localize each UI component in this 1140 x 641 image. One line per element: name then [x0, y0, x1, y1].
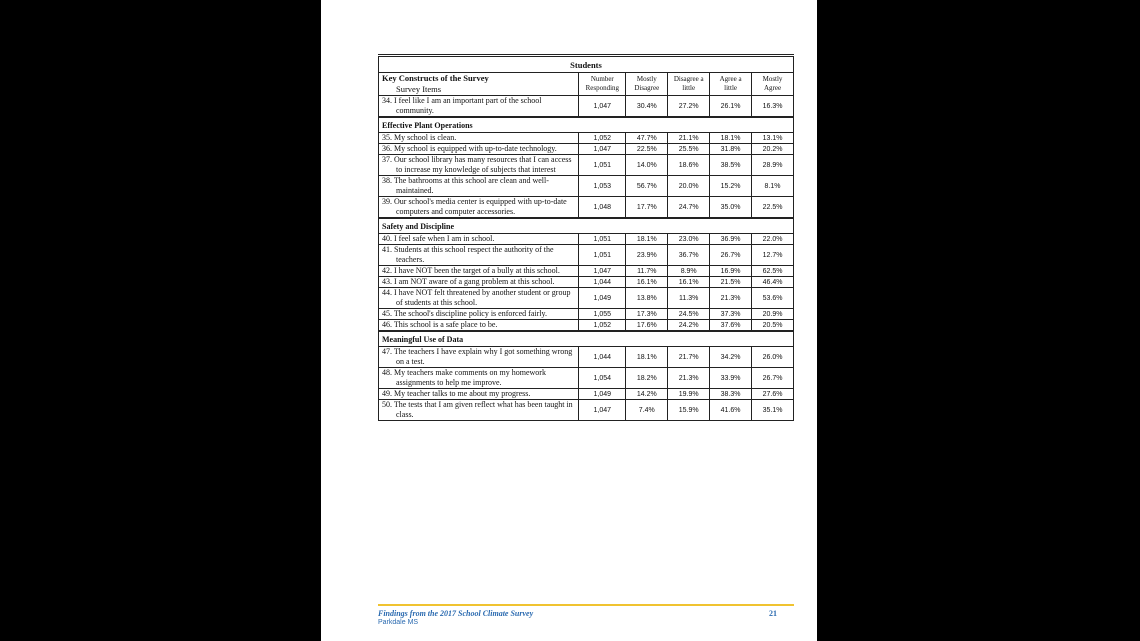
mostly-disagree-cell: 56.7%: [626, 176, 668, 197]
section-row: [379, 218, 794, 234]
table-row: [379, 176, 794, 197]
survey-item-cell: [379, 144, 579, 155]
table-row: [379, 309, 794, 320]
survey-item-text: 35. My school is clean.: [382, 133, 457, 142]
survey-item-cell: [379, 155, 579, 176]
mostly-disagree-cell: 14.2%: [626, 389, 668, 400]
table-row: [379, 144, 794, 155]
survey-item-cell: [379, 368, 579, 389]
mostly-disagree-cell: 13.8%: [626, 288, 668, 309]
survey-item-text: 38. The bathrooms at this school are clean and well-maintained.: [382, 176, 549, 195]
disagree-a-little-cell: 21.7%: [668, 347, 710, 368]
survey-item-cell: [379, 277, 579, 288]
table-row: [379, 288, 794, 309]
mostly-disagree-cell: 18.1%: [626, 234, 668, 245]
table-row: [379, 245, 794, 266]
survey-item-cell: [379, 400, 579, 421]
disagree-a-little-cell: 18.6%: [668, 155, 710, 176]
survey-item-text: 41. Students at this school respect the authority of the teachers.: [382, 245, 554, 264]
disagree-a-little-cell: 24.2%: [668, 320, 710, 332]
table-row: [379, 234, 794, 245]
agree-a-little-cell: 37.3%: [710, 309, 752, 320]
survey-item-cell: [379, 320, 579, 332]
survey-item-text: 45. The school's discipline policy is enforced fairly.: [382, 309, 547, 318]
section-row: [379, 117, 794, 133]
section-title: Effective Plant Operations: [379, 117, 794, 133]
number-responding-cell: 1,051: [579, 234, 626, 245]
mostly-disagree-cell: 23.9%: [626, 245, 668, 266]
number-responding-cell: 1,044: [579, 347, 626, 368]
survey-item-cell: [379, 234, 579, 245]
mostly-agree-cell: 46.4%: [752, 277, 794, 288]
mostly-disagree-cell: 17.7%: [626, 197, 668, 219]
mostly-agree-cell: 12.7%: [752, 245, 794, 266]
document-page: [321, 0, 817, 641]
footer-divider: [378, 604, 794, 606]
table-row: [379, 389, 794, 400]
number-responding-cell: 1,047: [579, 96, 626, 118]
mostly-disagree-cell: 47.7%: [626, 133, 668, 144]
agree-a-little-cell: 31.8%: [710, 144, 752, 155]
survey-item-cell: [379, 133, 579, 144]
disagree-a-little-cell: 24.7%: [668, 197, 710, 219]
header-constructs-label: Key Constructs of the Survey: [382, 73, 489, 83]
survey-item-cell: [379, 266, 579, 277]
survey-item-cell: [379, 197, 579, 219]
survey-item-text: 42. I have NOT been the target of a bully at this school.: [382, 266, 560, 275]
survey-item-text: 49. My teacher talks to me about my progress.: [382, 389, 531, 398]
table-body: [379, 96, 794, 421]
mostly-disagree-cell: 11.7%: [626, 266, 668, 277]
mostly-disagree-cell: 22.5%: [626, 144, 668, 155]
section-row: [379, 331, 794, 347]
table-row: [379, 266, 794, 277]
header-items-label: Survey Items: [396, 84, 442, 94]
disagree-a-little-cell: 15.9%: [668, 400, 710, 421]
table-row: [379, 277, 794, 288]
survey-item-text: 37. Our school library has many resources that I can access to increase my knowledge of subjects that interest: [382, 155, 572, 174]
number-responding-cell: 1,052: [579, 133, 626, 144]
table-row: [379, 347, 794, 368]
disagree-a-little-cell: 21.3%: [668, 368, 710, 389]
disagree-a-little-cell: 23.0%: [668, 234, 710, 245]
agree-a-little-cell: 33.9%: [710, 368, 752, 389]
disagree-a-little-cell: 19.9%: [668, 389, 710, 400]
page-number: 21: [769, 609, 777, 618]
agree-a-little-cell: 38.5%: [710, 155, 752, 176]
mostly-agree-cell: 35.1%: [752, 400, 794, 421]
header-disagree-a-little: Disagree a little: [668, 73, 710, 96]
number-responding-cell: 1,049: [579, 288, 626, 309]
survey-item-cell: [379, 389, 579, 400]
number-responding-cell: 1,052: [579, 320, 626, 332]
number-responding-cell: 1,048: [579, 197, 626, 219]
survey-item-text: 39. Our school's media center is equipped with up-to-date computers and computer accessories.: [382, 197, 567, 216]
survey-item-text: 48. My teachers make comments on my homework assignments to help me improve.: [382, 368, 546, 387]
disagree-a-little-cell: 16.1%: [668, 277, 710, 288]
section-title: Meaningful Use of Data: [379, 331, 794, 347]
survey-item-text: 40. I feel safe when I am in school.: [382, 234, 495, 243]
table-row: [379, 197, 794, 219]
disagree-a-little-cell: 27.2%: [668, 96, 710, 118]
table-title: Students: [379, 56, 794, 73]
mostly-disagree-cell: 18.1%: [626, 347, 668, 368]
survey-item-text: 34. I feel like I am an important part of the school community.: [382, 96, 542, 115]
survey-item-cell: [379, 176, 579, 197]
survey-item-text: 50. The tests that I am given reflect what has been taught in class.: [382, 400, 573, 419]
mostly-agree-cell: 20.9%: [752, 309, 794, 320]
survey-item-text: 44. I have NOT felt threatened by another student or group of students at this school.: [382, 288, 571, 307]
header-constructs: [379, 73, 579, 96]
mostly-agree-cell: 20.2%: [752, 144, 794, 155]
mostly-agree-cell: 22.5%: [752, 197, 794, 219]
mostly-agree-cell: 22.0%: [752, 234, 794, 245]
mostly-agree-cell: 28.9%: [752, 155, 794, 176]
agree-a-little-cell: 26.1%: [710, 96, 752, 118]
mostly-disagree-cell: 16.1%: [626, 277, 668, 288]
table-row: [379, 400, 794, 421]
table-row: [379, 155, 794, 176]
header-number-responding: Number Responding: [579, 73, 626, 96]
disagree-a-little-cell: 20.0%: [668, 176, 710, 197]
table-row: [379, 320, 794, 332]
survey-item-text: 43. I am NOT aware of a gang problem at this school.: [382, 277, 555, 286]
disagree-a-little-cell: 36.7%: [668, 245, 710, 266]
number-responding-cell: 1,047: [579, 144, 626, 155]
agree-a-little-cell: 38.3%: [710, 389, 752, 400]
footer-title: Findings from the 2017 School Climate Survey: [378, 609, 534, 618]
agree-a-little-cell: 37.6%: [710, 320, 752, 332]
number-responding-cell: 1,054: [579, 368, 626, 389]
agree-a-little-cell: 34.2%: [710, 347, 752, 368]
number-responding-cell: 1,051: [579, 155, 626, 176]
number-responding-cell: 1,047: [579, 400, 626, 421]
table-row: [379, 133, 794, 144]
mostly-agree-cell: 20.5%: [752, 320, 794, 332]
survey-item-cell: [379, 309, 579, 320]
table-title-row: [379, 56, 794, 73]
disagree-a-little-cell: 8.9%: [668, 266, 710, 277]
number-responding-cell: 1,055: [579, 309, 626, 320]
mostly-disagree-cell: 18.2%: [626, 368, 668, 389]
number-responding-cell: 1,049: [579, 389, 626, 400]
mostly-agree-cell: 53.6%: [752, 288, 794, 309]
header-agree-a-little: Agree a little: [710, 73, 752, 96]
section-title: Safety and Discipline: [379, 218, 794, 234]
disagree-a-little-cell: 21.1%: [668, 133, 710, 144]
number-responding-cell: 1,044: [579, 277, 626, 288]
agree-a-little-cell: 26.7%: [710, 245, 752, 266]
survey-item-text: 36. My school is equipped with up-to-date technology.: [382, 144, 557, 153]
mostly-agree-cell: 13.1%: [752, 133, 794, 144]
disagree-a-little-cell: 24.5%: [668, 309, 710, 320]
number-responding-cell: 1,053: [579, 176, 626, 197]
disagree-a-little-cell: 11.3%: [668, 288, 710, 309]
mostly-disagree-cell: 30.4%: [626, 96, 668, 118]
number-responding-cell: 1,047: [579, 266, 626, 277]
agree-a-little-cell: 21.3%: [710, 288, 752, 309]
survey-item-cell: [379, 288, 579, 309]
mostly-agree-cell: 26.0%: [752, 347, 794, 368]
agree-a-little-cell: 35.0%: [710, 197, 752, 219]
mostly-agree-cell: 8.1%: [752, 176, 794, 197]
header-mostly-disagree: Mostly Disagree: [626, 73, 668, 96]
survey-item-text: 46. This school is a safe place to be.: [382, 320, 498, 329]
mostly-agree-cell: 26.7%: [752, 368, 794, 389]
agree-a-little-cell: 16.9%: [710, 266, 752, 277]
survey-table: [378, 54, 794, 421]
mostly-disagree-cell: 17.6%: [626, 320, 668, 332]
mostly-disagree-cell: 14.0%: [626, 155, 668, 176]
mostly-agree-cell: 62.5%: [752, 266, 794, 277]
agree-a-little-cell: 36.9%: [710, 234, 752, 245]
header-mostly-agree: Mostly Agree: [752, 73, 794, 96]
mostly-agree-cell: 16.3%: [752, 96, 794, 118]
number-responding-cell: 1,051: [579, 245, 626, 266]
footer-school: Parkdale MS: [378, 619, 419, 626]
table-row: [379, 96, 794, 118]
survey-item-cell: [379, 347, 579, 368]
agree-a-little-cell: 18.1%: [710, 133, 752, 144]
table-row: [379, 368, 794, 389]
disagree-a-little-cell: 25.5%: [668, 144, 710, 155]
survey-item-cell: [379, 245, 579, 266]
mostly-disagree-cell: 17.3%: [626, 309, 668, 320]
mostly-agree-cell: 27.6%: [752, 389, 794, 400]
survey-item-cell: [379, 96, 579, 118]
agree-a-little-cell: 21.5%: [710, 277, 752, 288]
agree-a-little-cell: 41.6%: [710, 400, 752, 421]
agree-a-little-cell: 15.2%: [710, 176, 752, 197]
survey-item-text: 47. The teachers I have explain why I got something wrong on a test.: [382, 347, 573, 366]
table-header-row: [379, 73, 794, 96]
mostly-disagree-cell: 7.4%: [626, 400, 668, 421]
